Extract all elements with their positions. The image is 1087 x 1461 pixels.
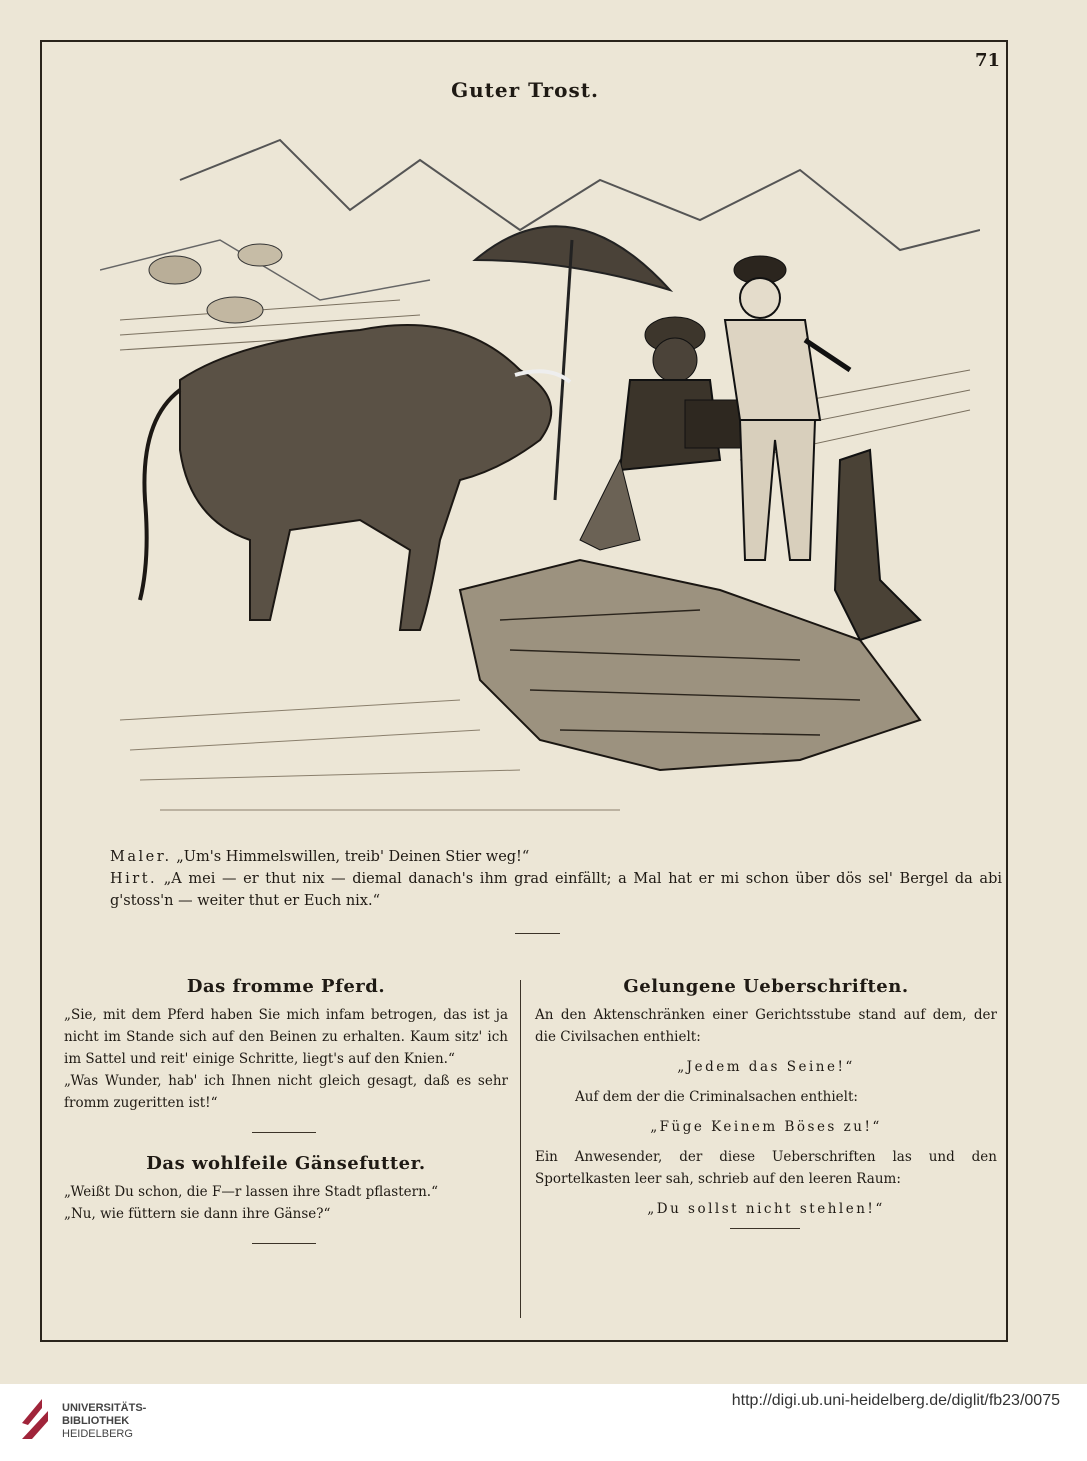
article-title-fromme-pferd: Das fromme Pferd. [186,976,386,997]
section-rule [252,1132,316,1133]
article-title-ueberschriften: Gelungene Ueberschriften. [623,976,909,997]
article-paragraph: „Sie, mit dem Pferd haben Sie mich infam betrogen, das ist ja nicht im Stande sich auf den Beinen zu erhalten. Kaum sitz' ich im Sattel und reit' einige Schritte, liegt's auf den Knien.“ [64,1007,508,1067]
illustration-title: Guter Trost. [451,78,599,102]
right-column [535,976,997,1229]
section-rule [730,1228,800,1229]
university-logo-icon [18,1393,52,1443]
article-paragraph: Ein Anwesender, der diese Ueberschriften las und den Sportelkasten leer sah, schrieb auf den leeren Raum: [535,1149,997,1187]
article-paragraph: Auf dem der die Criminalsachen enthielt: [575,1089,858,1105]
column-divider [520,980,521,1318]
quote-line: „Du sollst nicht stehlen!“ [647,1201,885,1217]
caption-line-1: „Um's Himmelswillen, treib' Deinen Stier weg!“ [176,849,530,865]
speaker-maler: Maler. [110,849,172,865]
article-paragraph: „Weißt Du schon, die F—r lassen ihre Stadt pflastern.“ [64,1184,438,1200]
article-paragraph: An den Aktenschränken einer Gerichtsstube stand auf dem, der die Civilsachen enthielt: [535,1007,997,1045]
engraving-illustration [100,120,980,840]
caption-line-2: „A mei — er thut nix — diemal danach's ihm grad einfällt; a Mal hat er mi schon über dös sel' Bergel da abi g'stoss'n — weiter thut er Euch nix.“ [110,871,1002,909]
article-paragraph: „Nu, wie füttern sie dann ihre Gänse?“ [64,1206,331,1222]
article-paragraph: „Was Wunder, hab' ich Ihnen nicht gleich gesagt, daß es sehr fromm zugeritten ist!“ [64,1073,508,1111]
library-name-line-2: BIBLIOTHEK [62,1415,130,1427]
page-number: 71 [974,50,1000,71]
illustration-caption [64,846,1002,912]
left-column [64,976,508,1244]
library-name-line-1: UNIVERSITÄTS- [62,1402,147,1414]
quote-line: „Jedem das Seine!“ [677,1059,855,1075]
speaker-hirt: Hirt. [110,871,158,887]
section-rule [252,1243,316,1244]
quote-line: „Füge Keinem Böses zu!“ [650,1119,882,1135]
library-name [62,1402,146,1441]
library-name-line-3: HEIDELBERG [62,1428,133,1440]
article-title-gaensefutter: Das wohlfeile Gänsefutter. [146,1153,426,1174]
divider-rule [515,933,560,934]
source-url-link[interactable]: http://digi.ub.uni-heidelberg.de/diglit/fb23/0075 [731,1392,1060,1409]
